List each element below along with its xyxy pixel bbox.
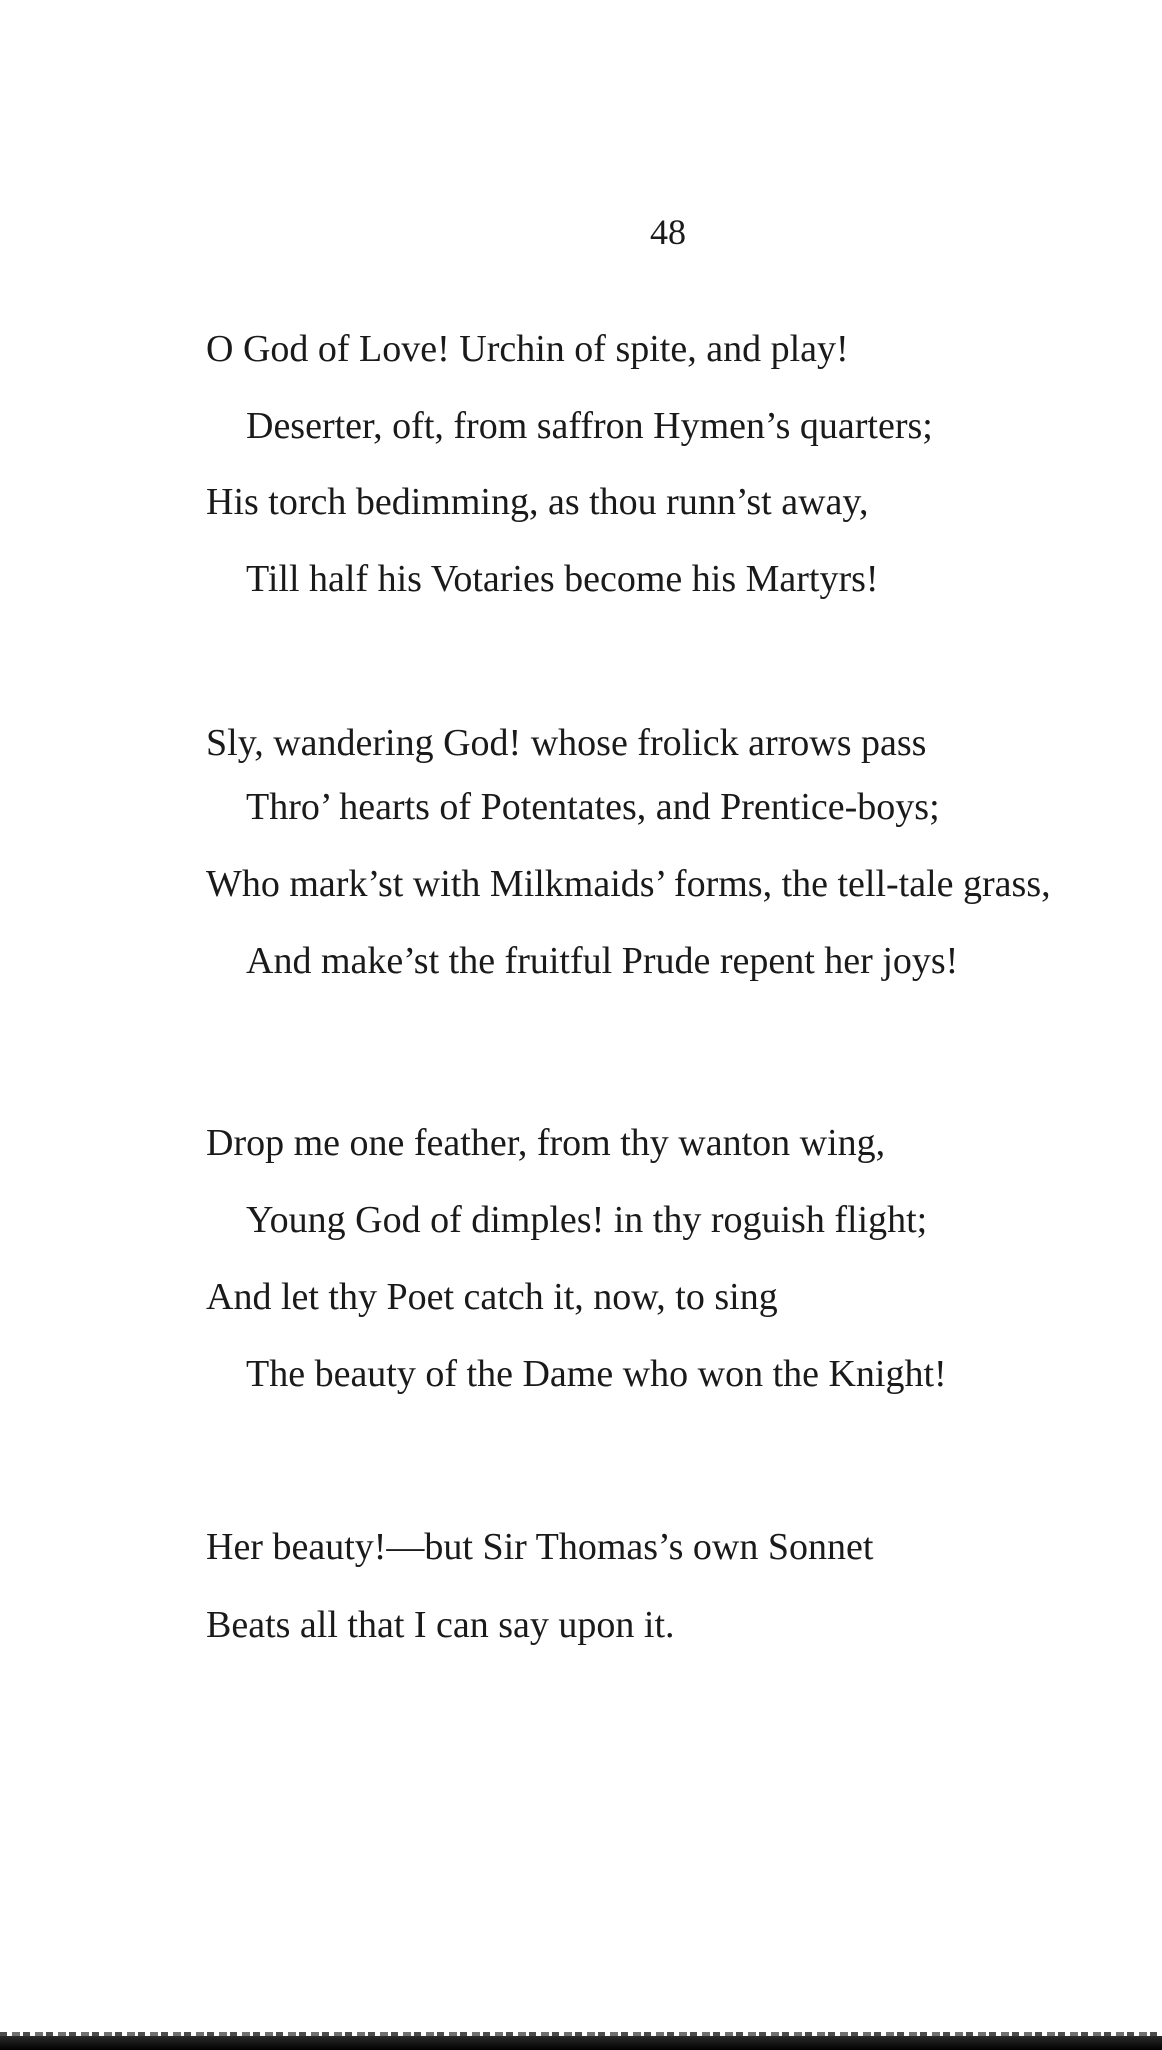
bottom-edge-rule bbox=[0, 2036, 1162, 2050]
verse-line: Till half his Votaries become his Martyrs! bbox=[246, 558, 879, 600]
verse-line: His torch bedimming, as thou runn’st away, bbox=[206, 481, 869, 523]
verse-line: The beauty of the Dame who won the Knight! bbox=[246, 1353, 947, 1395]
verse-line: Thro’ hearts of Potentates, and Prentice-boys; bbox=[246, 786, 940, 828]
page-number: 48 bbox=[650, 212, 686, 252]
verse-line: And make’st the fruitful Prude repent her joys! bbox=[246, 940, 959, 982]
verse-line: Young God of dimples! in thy roguish flight; bbox=[246, 1199, 928, 1241]
verse-line: Drop me one feather, from thy wanton wing, bbox=[206, 1122, 886, 1164]
verse-line: O God of Love! Urchin of spite, and play! bbox=[206, 328, 849, 370]
verse-line: Deserter, oft, from saffron Hymen’s quarters; bbox=[246, 405, 933, 447]
verse-line: Who mark’st with Milkmaids’ forms, the tell-tale grass, bbox=[206, 863, 1051, 905]
verse-line: Sly, wandering God! whose frolick arrows pass bbox=[206, 722, 927, 764]
verse-line: And let thy Poet catch it, now, to sing bbox=[206, 1276, 778, 1318]
verse-line: Beats all that I can say upon it. bbox=[206, 1604, 675, 1646]
verse-line: Her beauty!—but Sir Thomas’s own Sonnet bbox=[206, 1526, 874, 1568]
